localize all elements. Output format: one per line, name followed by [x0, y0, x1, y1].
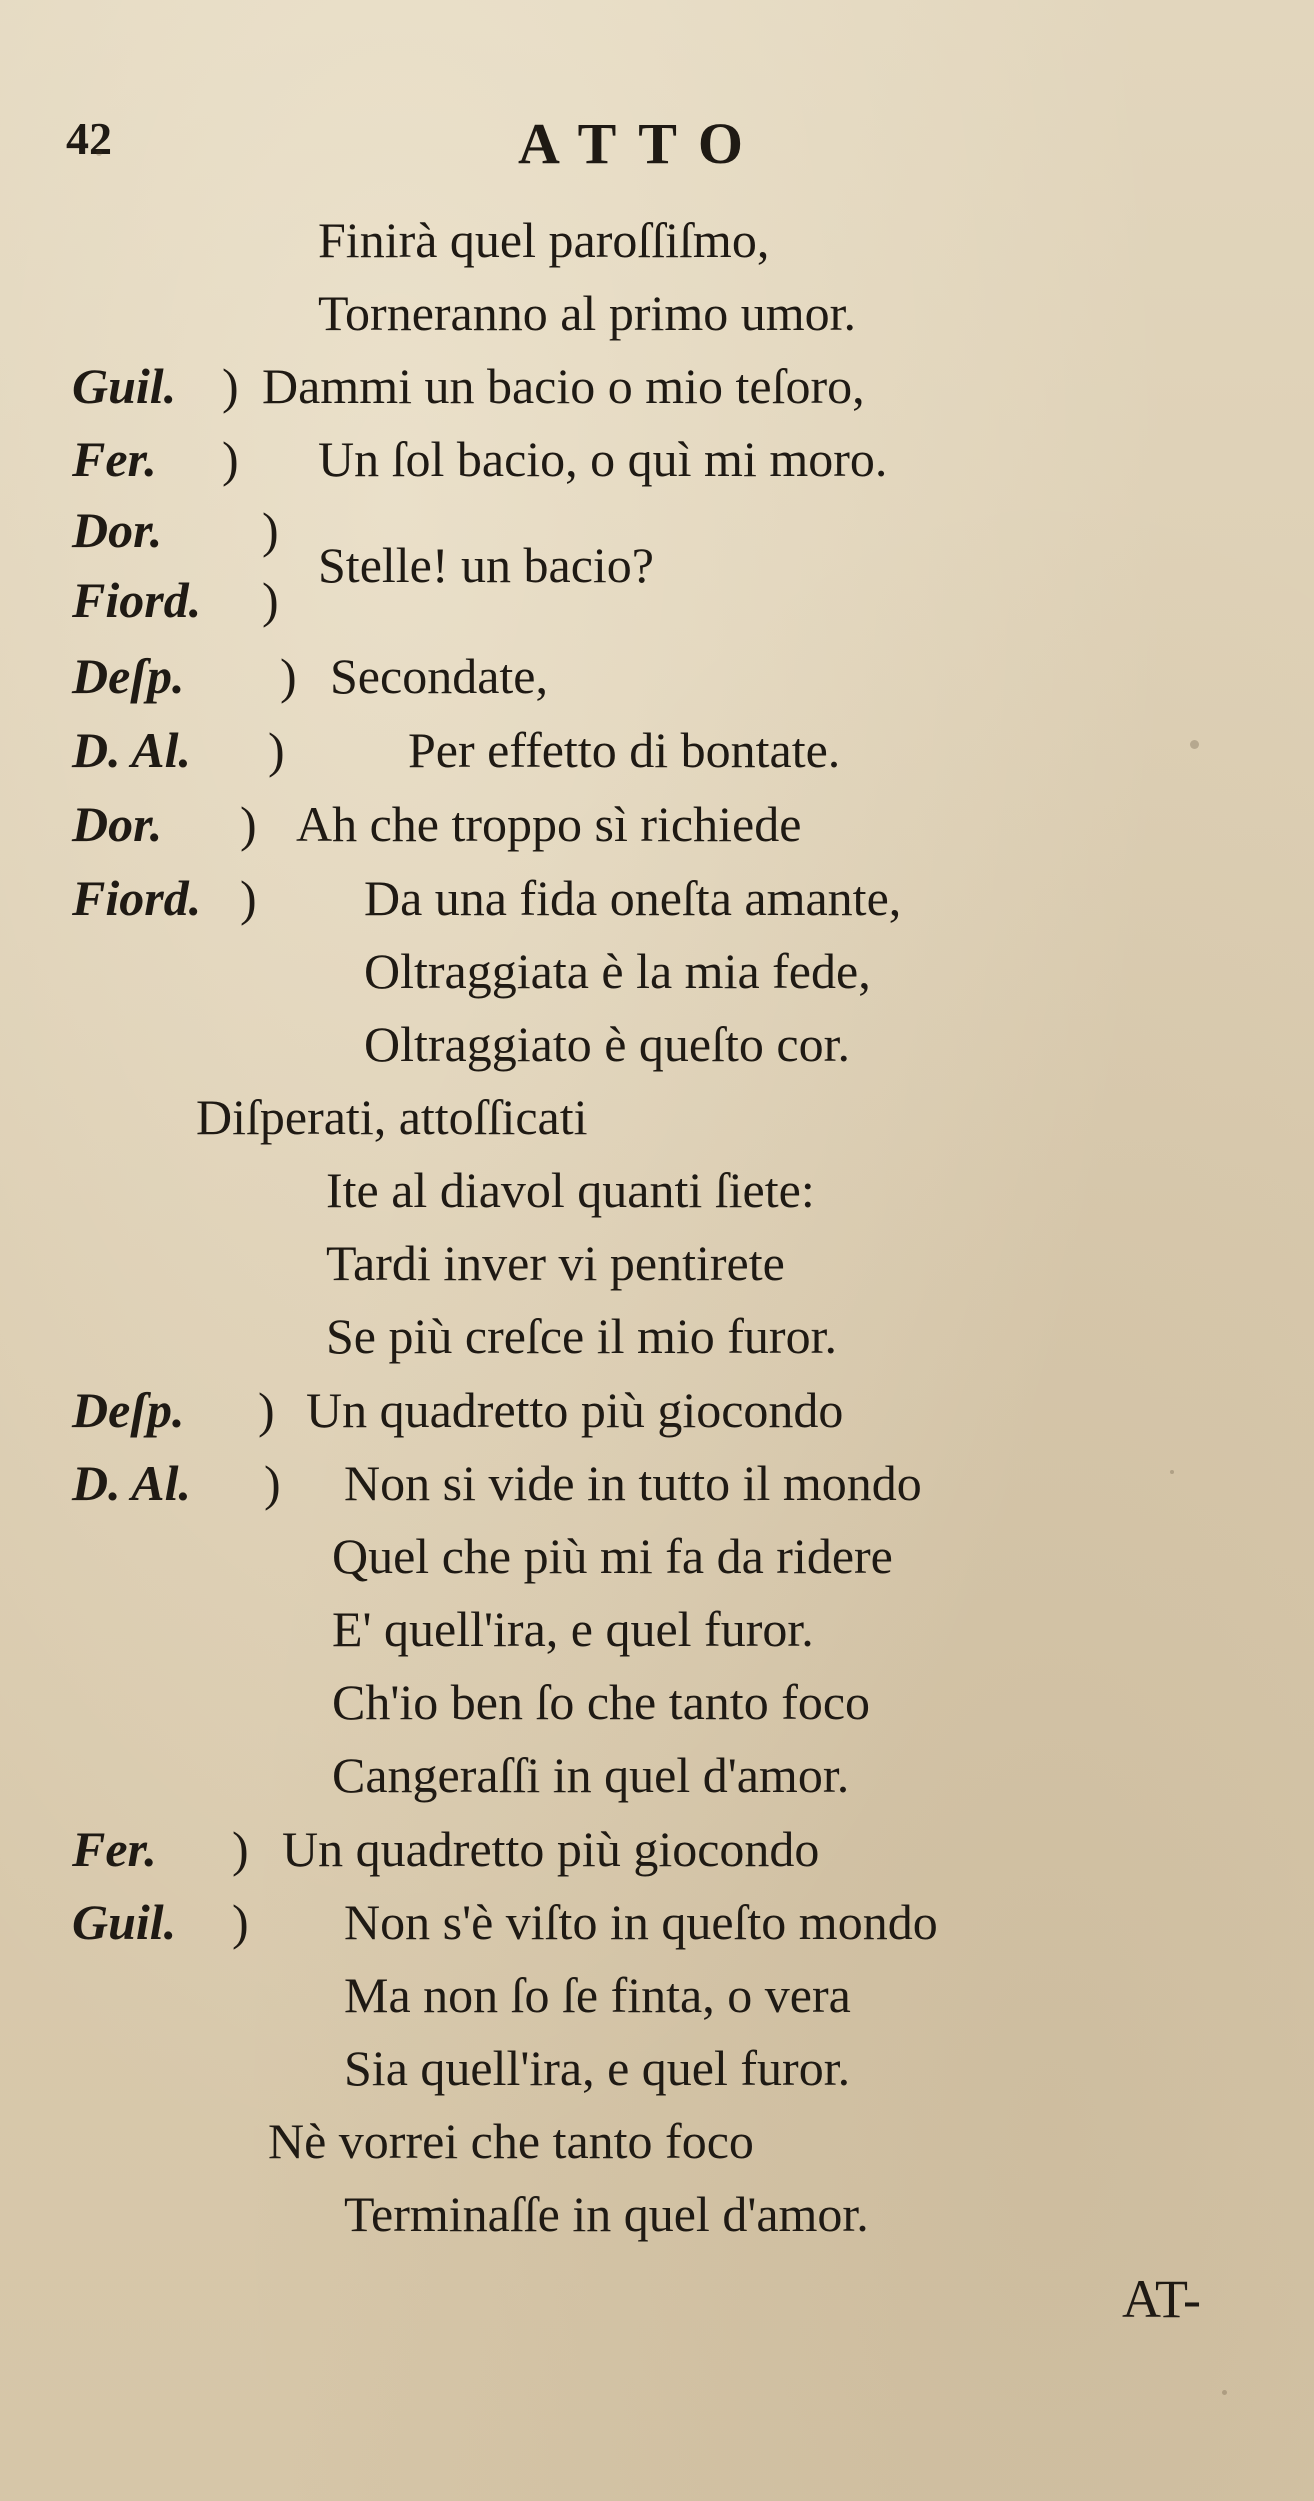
- speaker-label: D. Al.: [72, 1455, 191, 1511]
- verse-line: Sia quell'ira, e quel furor.: [344, 2040, 851, 2096]
- speaker-bracket: ): [240, 796, 257, 852]
- verse-line: Tardi inver vi pentirete: [326, 1235, 785, 1291]
- speaker-label: Guil.: [72, 1894, 177, 1950]
- verse-line: Dammi un bacio o mio teſoro,: [262, 358, 865, 414]
- speaker-label: Fiord.: [72, 572, 202, 628]
- verse-line: Nè vorrei che tanto foco: [268, 2113, 754, 2169]
- speaker-bracket: ): [264, 1455, 281, 1511]
- verse-line: Quel che più mi fa da ridere: [332, 1528, 893, 1584]
- verse-line: Stelle! un bacio?: [318, 537, 654, 593]
- speaker-label: Deſp.: [72, 1382, 185, 1438]
- verse-line: Un quadretto più giocondo: [282, 1821, 820, 1877]
- speaker-bracket: ): [268, 722, 285, 778]
- verse-line: Secondate,: [330, 648, 548, 704]
- verse-line: Ma non ſo ſe finta, o vera: [344, 1967, 851, 2023]
- verse-line: E' quell'ira, e quel furor.: [332, 1601, 814, 1657]
- speaker-label: Fer.: [72, 1821, 157, 1877]
- speaker-label: Dor.: [72, 502, 163, 558]
- speaker-bracket: ): [222, 431, 239, 487]
- speaker-bracket: ): [280, 648, 297, 704]
- running-header: ATTO: [518, 111, 766, 176]
- verse-line: Diſperati, attoſſicati: [196, 1089, 588, 1145]
- verse-line: Cangeraſſi in quel d'amor.: [332, 1747, 850, 1803]
- speaker-bracket: ): [262, 572, 279, 628]
- verse-line: Ch'io ben ſo che tanto foco: [332, 1674, 871, 1730]
- verse-line: Se più creſce il mio furor.: [326, 1308, 837, 1364]
- verse-line: Un ſol bacio, o quì mi moro.: [318, 431, 888, 487]
- verse-line: Ah che troppo sì richiede: [296, 796, 802, 852]
- speaker-label: Fer.: [72, 431, 157, 487]
- speaker-bracket: ): [232, 1821, 249, 1877]
- speaker-bracket: ): [232, 1894, 249, 1950]
- speaker-label: Dor.: [72, 796, 163, 852]
- paper-speck: [1222, 2390, 1227, 2395]
- verse-line: Non s'è viſto in queſto mondo: [344, 1894, 938, 1950]
- speaker-bracket: ): [240, 870, 257, 926]
- speaker-label: Deſp.: [72, 648, 185, 704]
- verse-line: Un quadretto più giocondo: [306, 1382, 844, 1438]
- speaker-label: Fiord.: [72, 870, 202, 926]
- paper-speck: [96, 150, 102, 156]
- speaker-label: Guil.: [72, 358, 177, 414]
- speaker-bracket: ): [262, 502, 279, 558]
- verse-line: Terminaſſe in quel d'amor.: [344, 2186, 869, 2242]
- verse-line: Oltraggiato è queſto cor.: [364, 1016, 850, 1072]
- catchword: AT-: [1122, 2269, 1202, 2329]
- verse-line: Torneranno al primo umor.: [318, 285, 857, 341]
- verse-line: Da una fida oneſta amante,: [364, 870, 902, 926]
- page-number: 42: [66, 113, 112, 164]
- speaker-bracket: ): [258, 1382, 275, 1438]
- speaker-bracket: ): [222, 358, 239, 414]
- verse-line: Oltraggiata è la mia fede,: [364, 943, 871, 999]
- speaker-label: D. Al.: [72, 722, 191, 778]
- verse-line: Per effetto di bontate.: [408, 722, 841, 778]
- verse-line: Non si vide in tutto il mondo: [344, 1455, 922, 1511]
- paper-speck: [1190, 740, 1199, 749]
- verse-line: Ite al diavol quanti ſiete:: [326, 1162, 815, 1218]
- paper-speck: [1170, 1470, 1174, 1474]
- verse-line: Finirà quel paroſſiſmo,: [318, 212, 770, 268]
